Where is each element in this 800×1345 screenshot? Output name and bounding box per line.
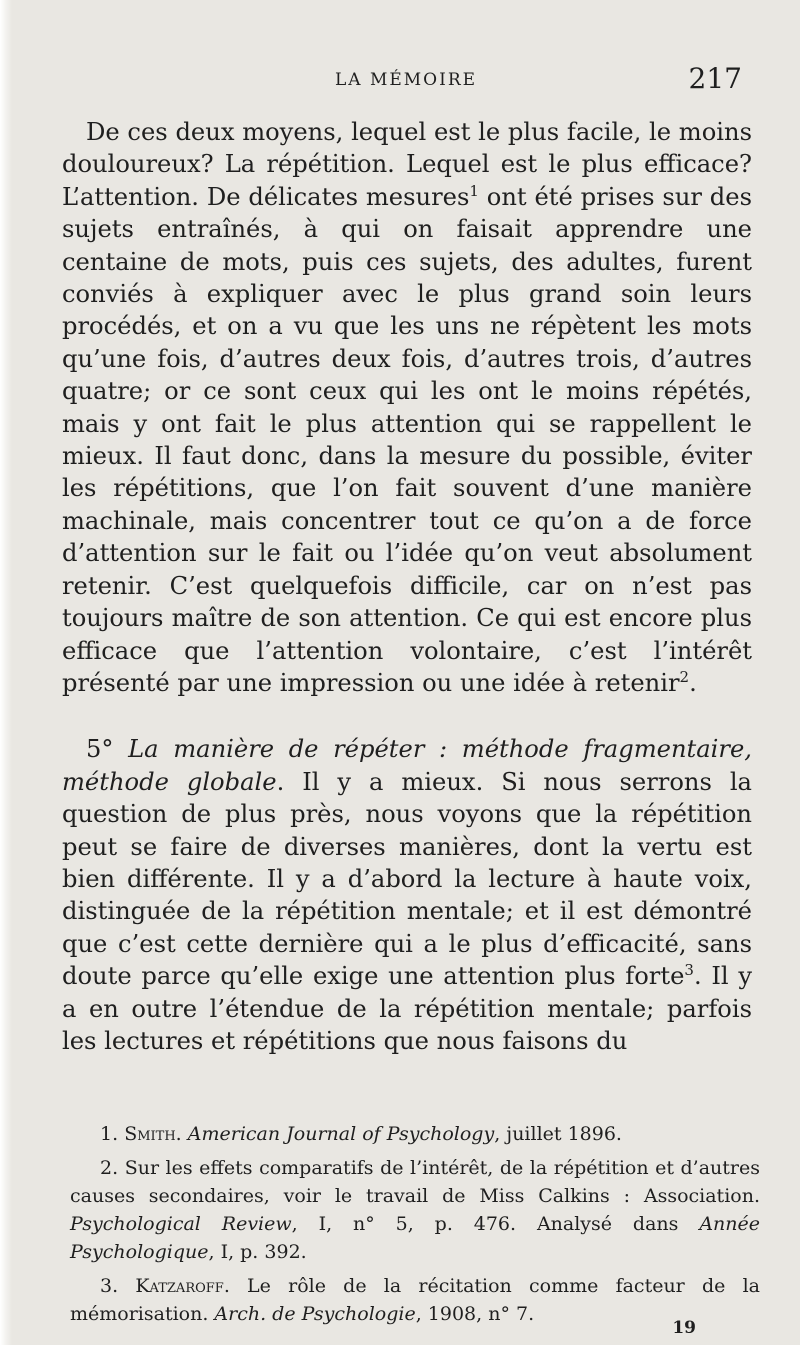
- paragraph-1: [62, 116, 752, 699]
- footnote-3-author: Katzaroff: [135, 1275, 224, 1297]
- paragraph-2-text-b: . Il y a en outre l’étendue de la répétition mentale; parfois les lectures et répétitions que nous faisons du: [62, 962, 752, 1055]
- footnote-ref-1: 1: [469, 181, 479, 200]
- footnote-2-journal: Psychological Review: [70, 1213, 292, 1235]
- footnote-3-journal: Arch. de Psychologie: [214, 1303, 416, 1325]
- footnote-1-author: Smith: [124, 1123, 176, 1145]
- footnote-3-text-b: , 1908, n° 7.: [415, 1303, 535, 1325]
- footnote-3-text-a: . Le rôle de la récitation comme facteur de la mémorisation.: [70, 1275, 760, 1325]
- footnote-1: [70, 1120, 760, 1148]
- footnote-2-text-c: , I, p. 392.: [208, 1241, 307, 1263]
- page-number: 217: [688, 62, 742, 95]
- footnotes: [70, 1120, 760, 1328]
- footnote-3: [70, 1272, 760, 1328]
- footnote-2-annee: Année Psychologique: [70, 1213, 760, 1263]
- footnote-3-number: 3.: [100, 1275, 119, 1297]
- paragraph-1-text-c: .: [689, 668, 697, 697]
- paragraph-2: [62, 733, 752, 1057]
- footnote-1-journal: American Journal of Psychology: [187, 1123, 495, 1145]
- body-text: [62, 116, 752, 1057]
- footnote-2-text-a: Sur les effets comparatifs de l’intérêt, de la répétition et d’autres causes secondaires, voir le travail de Miss Calkins : Association.: [70, 1157, 761, 1207]
- running-head: LA MÉMOIRE: [334, 70, 478, 90]
- footnote-ref-3: 3: [684, 961, 694, 980]
- footnote-2: [70, 1154, 760, 1266]
- signature-mark: 19: [672, 1318, 696, 1338]
- paragraph-1-text-a: De ces deux moyens, lequel est le plus facile, le moins douloureux? La répétition. Lequel est le plus efficace? L’attention. De délicates mesures: [62, 118, 752, 211]
- footnote-1-number: 1.: [100, 1123, 119, 1145]
- footnote-ref-2: 2: [679, 667, 690, 686]
- footnote-1-text-b: , juillet 1896.: [494, 1123, 622, 1145]
- footnote-2-number: 2.: [100, 1157, 119, 1179]
- footnote-1-text-a: .: [175, 1123, 188, 1145]
- section-title: La manière de répéter : méthode fragmentaire, méthode globale: [62, 735, 752, 796]
- page-header: [62, 62, 750, 102]
- section-number: 5°: [86, 735, 114, 764]
- paragraph-1-text-b: ont été prises sur des sujets entraînés, à qui on faisait apprendre une centaine de mots, puis ces sujets, des adultes, furent conviés à expliquer avec le plus grand soin leurs procédés, et on a vu que les uns ne répètent les mots qu’une fois, d’autres deux fois, d’autres trois, d’autres quatre; or ce sont ceux qui les ont le moins répétés, mais y ont fait le plus attention qui se rappellent le mieux. Il faut donc, dans la mesure du possible, éviter les répétitions, que l’on fait souvent d’une manière machinale, mais concentrer tout ce qu’on a de force d’attention sur le fait ou l’idée qu’on veut absolument retenir. C’est quelquefois difficile, car on n’est pas toujours maître de son attention. Ce qui est encore plus efficace que l’attention volontaire, c’est l’intérêt présenté par une impression ou une idée à retenir: [62, 182, 752, 697]
- paragraph-2-text-a: . Il y a mieux. Si nous serrons la question de plus près, nous voyons que la répétition peut se faire de diverses manières, dont la vertu est bien différente. Il y a d’abord la lecture à haute voix, distinguée de la répétition mentale; et il est démontré que c’est cette dernière qui a le plus d’efficacité, sans doute parce qu’elle exige une attention plus forte: [62, 767, 752, 991]
- footnote-2-text-b: , I, n° 5, p. 476. Analysé dans: [291, 1213, 700, 1235]
- page-edge: [0, 0, 12, 1345]
